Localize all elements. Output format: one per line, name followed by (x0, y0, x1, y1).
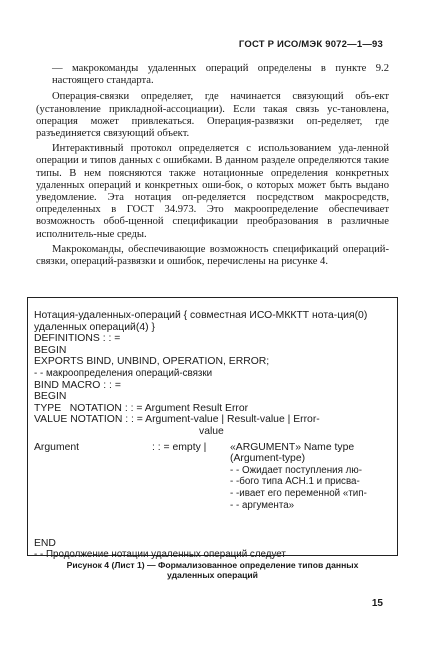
figure-caption (30, 560, 395, 580)
code-listing (34, 310, 390, 561)
paragraph-bind: Операция-связки определяет, где начинается связующий объ-ект (установление прикладной-ассоциации). Если такая связь ус-тановлена, операция может привлекаться. Операция-развязки оп-ределяет, где разъединяется связующий объект. (36, 91, 389, 140)
code-line-begin: BEGIN (34, 344, 67, 356)
document-header: ГОСТ Р ИСО/МЭК 9072—1—93 (238, 39, 383, 50)
code-line-end: END (34, 537, 56, 549)
paragraph-macros: Макрокоманды, обеспечивающие возможность спецификаций операций-связки, операций-развязки и ошибок, перечислены на рисунке 4. (36, 243, 389, 268)
argument-name: Argument (34, 441, 80, 453)
code-line-definitions: DEFINITIONS : : = (34, 333, 121, 345)
caption-line-1: Рисунок 4 (Лист 1) — Формализованное определение типов данных (66, 560, 359, 570)
code-line-comment-bind: - - макроопределения операций-связки (34, 367, 213, 379)
code-line-value-wrap: value (199, 425, 224, 437)
argument-body-line: «ARGUMENT» Name type (230, 441, 355, 453)
code-line-continuation: - - Продолжение нотации удаленных операций следует (34, 549, 286, 561)
caption-line-2: удаленных операций (167, 570, 258, 580)
code-line-module-header: Нотация-удаленных-операций { совместная ИСО-МККТТ нота-ция(0) удаленных операций(4) } (34, 310, 368, 333)
argument-body (230, 442, 390, 512)
code-line-bind-macro: BIND MACRO : : = (34, 379, 121, 391)
dash-item: — макрокоманды удаленных операций определены в пункте 9.2 настоящего стандарта. (52, 63, 389, 87)
argument-body-line: - - аргумента» (230, 499, 295, 511)
argument-body-line: - -ивает его переменной «тип- (230, 487, 367, 499)
code-line-value-notation: VALUE NOTATION : : = Argument-value | Result-value | Error- (34, 414, 320, 426)
argument-definition (34, 442, 390, 538)
code-line-begin-macro: BEGIN (34, 391, 67, 403)
code-line-exports: EXPORTS BIND, UNBIND, OPERATION, ERROR; (34, 356, 270, 368)
page-number: 15 (371, 598, 383, 609)
argument-body-line: (Argument-type) (230, 453, 306, 465)
argument-body-line: - - Ожидает поступления лю- (230, 464, 362, 476)
body-text (36, 63, 389, 270)
argument-body-line: - -бого типа АСН.1 и присва- (230, 476, 360, 488)
paragraph-protocol: Интерактивный протокол определяется с использованием уда-ленной операции и типов данных с ошибками. В данном разделе определяются такие типы. В нем поясняются также нотационные определения конкретных удаленных операций и конкретных оши-бок, о которых может быть выдано уведомление. Эта нотация оп-ределяется посредством макросредств, определенных в ГОСТ 34.973. Это макроопределение обеспечивает возможность обоб-щенной спецификации преобразования в различные исполнитель-ные среды. (36, 143, 389, 240)
argument-assign: : : = empty | (152, 441, 207, 453)
code-line-type-notation: TYPE NOTATION : : = Argument Result Error (34, 402, 249, 414)
